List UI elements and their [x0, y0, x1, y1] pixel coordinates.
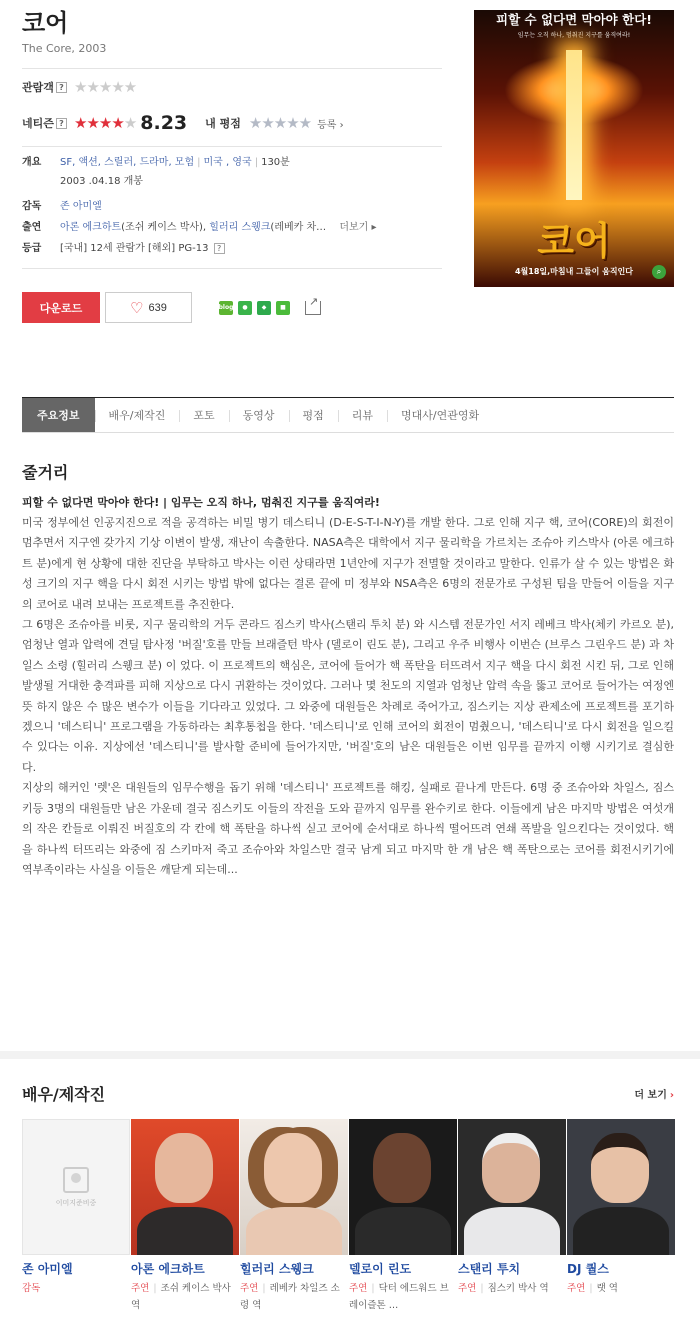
movie-poster[interactable]	[474, 10, 674, 287]
synopsis-body: 미국 정부에선 인공지진으로 적을 공격하는 비밀 병기 데스티니 (D-E-S-T-I-N-Y)를 개발 한다. 그로 인해 지구 핵, 코어(CORE)의 회전이 멈추면서 지구엔 갖가지 기상 이변이 발생, 재난이 속출한다. NASA측은 대학에서 지구 물리학을 가르치는 조슈아 키스박사 (아론 에크하트 분)에게 현 상황에 대한 진단을 부탁하고 박사는 이런 상태라면 1년안에 지구가 전멸할 것이라고 말한다. 인류가 살 수 있는 방법은 화성 크기의 지구 핵을 다시 회전 시키는 방법 밖에 없다는 결론 끝에 미 정부와 NSA측은 6명의 전문가로 구성된 팀을 만들어 이들을 지구의 코어로 내려 보내는 프로젝트를 추진한다. 그 6명은 조슈아를 비롯, 지구 물리학의 거두 콘라드 짐스키 박사(스탠리 투치 분) 와 시스템 전문가인 서지 레베크 박사(체키 카르오 분), 엄청난 열과 압력에 견딜 탐사정 '버질'호를 만들 브래즐턴 박사 (델로이 린도 분), 그리고 우주 비행사 이번슨 (브루스 그린우드 분) 과 차일스 소령 (힐러리 스웽크 분) 이 었다. 이 프로젝트의 핵심은, 코어에 들어가 핵 폭탄을 터뜨려서 지구 핵을 다시 회전 시킨 뒤, 그로 인해 발생될 거대한 충격파를 피해 지상으로 다시 귀환하는 것이었다. 그러나 몇 천도의 지열과 엄청난 압력 속을 뚫고 코어로 들어가는 여정엔 뜻 하지 않은 수 많은 변수가 이들을 기다라고 있었다. 그 와중에 대원들은 차례로 죽어가고, 짐스키는 지상 관제소에 프로젝트를 포기하겠으니 '데스티니' 프로그램을 가동하라는 최후통첩을 한다. '데스티니'로 인해 코어의 회전이 멈췄으니, '데스티니'로 다시 회전을 일으킬 수 있다는 이유. 지상에선 '데스티니'를 발사할 준비에 들어가지만, '버질'호의 남은 대원들은 이번 임무를 끝까지 이행 시키기로 결심한다. 지상의 해커인 '렛'은 대원들의 임무수행을 돕기 위해 '데스티니' 프로젝트를 해킹, 실패로 끝나게 만든다. 6명 중 조슈아와 차일스, 짐스키등 3명의 대원들만 남은 가운데 결국 짐스키도 이들의 작전을 도와 끝까지 임무를 완수키로 한다. 이들에게 남은 마지막 방법은 여섯개의 작은 칸들로 이뤄진 버질호의 각 칸에 핵 폭탄을 하나씩 싣고 코어에 순서대로 하나씩 떨어뜨려 연쇄 폭발을 일으킨다는 것이었다. 핵을 하나씩 터뜨리는 와중에 짐 스키마저 죽고 조슈아와 차일스만 결국 남게 되고 마지막 한 개 남은 핵 폭탄으로는 코어를 회전시키기에 역부족이라는 사실을 이들은 깨닫게 되는데...	[22, 516, 674, 876]
help-icon[interactable]: ?	[214, 243, 225, 254]
poster-tagline: 피할 수 없다면 막아야 한다!	[496, 12, 652, 27]
cast-item[interactable]: 아론 에크하트 주연 | 조쉬 케이스 박사 역	[131, 1119, 239, 1314]
cast-name[interactable]: 존 아미엘	[22, 1262, 73, 1276]
netizen-score: 8.23	[140, 112, 188, 134]
chevron-right-icon: ›	[669, 1090, 674, 1101]
chevron-right-icon: ›	[339, 119, 344, 131]
grade-value: [국내] 12세 관람가 [해외] PG-13	[60, 243, 209, 254]
star-icon: ★	[74, 114, 87, 132]
share-icons	[219, 301, 321, 315]
cast-name[interactable]: 힐러리 스웽크	[240, 1262, 314, 1276]
help-icon[interactable]: ?	[56, 82, 67, 93]
director-link[interactable]: 존 아미엘	[60, 201, 102, 212]
section-divider	[0, 1051, 700, 1059]
cast-photo[interactable]	[131, 1119, 239, 1255]
cast-name[interactable]: 델로이 린도	[349, 1262, 412, 1276]
download-button[interactable]: 다운로드	[22, 292, 100, 323]
cast-link[interactable]: 힐러리 스웽크	[209, 222, 271, 233]
cast-row: 출연 아론 에크하트(조쉬 케이스 박사), 힐러리 스웽크(레베카 차… 더보기 ▸	[22, 218, 442, 237]
tab-quotes-related[interactable]: 명대사/연관영화	[387, 398, 493, 432]
cast-name[interactable]: DJ 퀄스	[567, 1262, 609, 1276]
cast-role: 주연	[131, 1283, 150, 1294]
countries-link[interactable]: 미국 , 영국	[203, 157, 252, 168]
tab-rating[interactable]: 평점	[289, 398, 338, 432]
cast-photo[interactable]	[567, 1119, 675, 1255]
no-image-text: 이미지준비중	[55, 1198, 97, 1207]
cafe-share-icon[interactable]: ●	[238, 301, 252, 315]
cast-role: 감독	[22, 1283, 41, 1294]
cast-name[interactable]: 아론 에크하트	[131, 1262, 205, 1276]
tab-video[interactable]: 동영상	[229, 398, 289, 432]
cast-photo-placeholder[interactable]	[22, 1119, 130, 1255]
release-date: 2003 .04.18 개봉	[60, 176, 143, 187]
director-label: 감독	[22, 201, 42, 212]
cast-section	[22, 1082, 674, 1314]
cast-part: 랫 역	[596, 1283, 618, 1294]
divider	[22, 68, 442, 69]
zoom-icon[interactable]: ⌕	[652, 265, 666, 279]
synopsis-subtitle: 피할 수 없다면 막아야 한다! | 임무는 오직 하나, 멈춰진 지구를 움직여라!	[22, 496, 380, 509]
cast-role: 주연	[567, 1283, 586, 1294]
cast-item[interactable]: 스탠리 투치 주연 | 짐스키 박사 역	[458, 1119, 566, 1314]
movie-subtitle: The Core, 2003	[22, 42, 107, 55]
action-bar	[22, 292, 321, 323]
cast-list	[22, 1119, 674, 1314]
director-row	[22, 197, 442, 216]
poster-subline: 임무는 오직 하나, 멈춰진 지구를 움직여라!	[517, 32, 631, 39]
cast-role: 주연	[349, 1283, 368, 1294]
more-cast-button[interactable]: 더 보기 ›	[634, 1090, 674, 1101]
overview-label: 개요	[22, 157, 42, 168]
share-icon[interactable]	[305, 301, 321, 315]
star-icon: ★	[111, 114, 124, 132]
image-placeholder-icon	[63, 1167, 89, 1193]
runtime: 130분	[261, 157, 290, 168]
cast-name[interactable]: 스탠리 투치	[458, 1262, 521, 1276]
register-rating-link[interactable]: 등록 ›	[317, 119, 344, 131]
audience-rating-row	[22, 74, 442, 100]
movie-title: 코어	[22, 9, 69, 37]
poster-release-line: 4월18일,마침내 그들이 움직인다	[514, 267, 634, 276]
cast-photo[interactable]	[458, 1119, 566, 1255]
cast-role: 주연	[458, 1283, 477, 1294]
divider	[22, 146, 442, 147]
grade-label: 등급	[22, 243, 42, 254]
movie-meta	[22, 153, 442, 258]
my-rating-label: 내 평점	[205, 117, 241, 130]
star-icon: ★	[123, 114, 137, 132]
like-button[interactable]	[105, 292, 192, 323]
more-cast-link[interactable]: 더보기 ▸	[339, 222, 377, 233]
poster-beam	[566, 50, 582, 200]
help-icon[interactable]: ?	[56, 118, 67, 129]
synopsis-heading: 줄거리	[22, 463, 69, 482]
blog-share-icon[interactable]: blog	[219, 301, 233, 315]
cast-part: 레베카 차일즈 소령 역	[240, 1283, 340, 1311]
poster-title: 코어	[537, 219, 611, 263]
cast-part: 닥터 에드워드 브레이즐톤 …	[349, 1283, 449, 1311]
my-rating-stars[interactable]: ★★★★★	[248, 114, 312, 132]
cast-role: 주연	[240, 1283, 259, 1294]
synopsis-section	[22, 460, 674, 880]
heart-icon: ♡	[130, 299, 144, 317]
cast-item[interactable]: 힐러리 스웽크 주연 | 레베카 차일즈 소령 역	[240, 1119, 348, 1314]
cast-item[interactable]: DJ 퀄스 주연 | 랫 역	[567, 1119, 675, 1314]
divider	[22, 268, 442, 269]
cast-part: 짐스키 박사 역	[487, 1283, 549, 1294]
tab-photo[interactable]: 포토	[179, 398, 228, 432]
grade-row	[22, 239, 442, 258]
caret-right-icon: ▸	[371, 222, 377, 233]
audience-stars: ★★★★★	[74, 78, 137, 96]
tab-cast-crew[interactable]: 배우/제작진	[95, 398, 180, 432]
star-icon: ★	[86, 114, 99, 132]
genres-link[interactable]: SF, 액션, 스릴러, 드라마, 모험	[60, 157, 195, 168]
cast-item[interactable]: 델로이 린도 주연 | 닥터 에드워드 브레이즐톤 …	[349, 1119, 457, 1314]
tab-main-info[interactable]: 주요정보	[22, 398, 95, 432]
overview-row: 개요 SF, 액션, 스릴러, 드라마, 모험 | 미국 , 영국 | 130분 2003 .04.18 개봉	[22, 153, 442, 191]
audience-rating-label: 관람객 ?	[22, 79, 74, 95]
cast-photo[interactable]	[240, 1119, 348, 1255]
cast-link[interactable]: 아론 에크하트	[60, 222, 122, 233]
netizen-rating-label: 네티즌 ?	[22, 115, 74, 131]
bookmark-share-icon[interactable]: ◆	[257, 301, 271, 315]
cast-label: 출연	[22, 222, 42, 233]
memo-share-icon[interactable]: ■	[276, 301, 290, 315]
cast-heading: 배우/제작진	[22, 1085, 106, 1104]
cast-part: 조쉬 케이스 박사 역	[131, 1283, 231, 1311]
like-count: 639	[148, 301, 167, 314]
tab-bar	[22, 397, 674, 433]
movie-info	[22, 8, 442, 269]
cast-item[interactable]	[22, 1119, 130, 1314]
tab-review[interactable]: 리뷰	[338, 398, 387, 432]
star-icon: ★	[98, 114, 112, 132]
netizen-stars	[74, 114, 136, 132]
netizen-rating-row	[22, 110, 442, 136]
cast-photo[interactable]	[349, 1119, 457, 1255]
